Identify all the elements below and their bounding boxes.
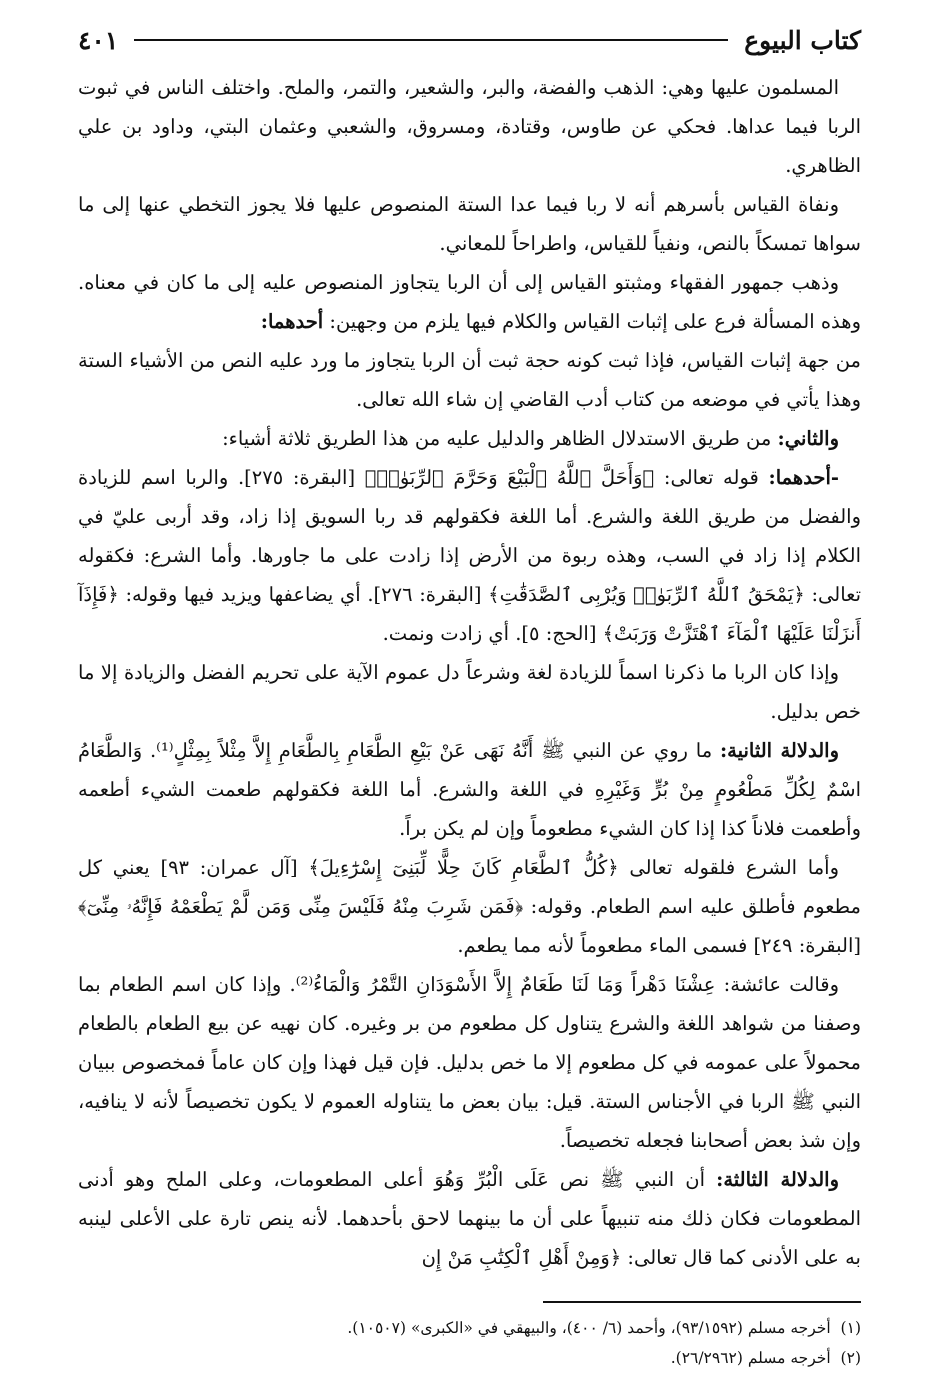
paragraph-text: من طريق الاستدلال الظاهر والدليل عليه من هذا الطريق ثلاثة أشياء: xyxy=(222,427,772,450)
footnote-text: أخرجه مسلم (٩٣/١٥٩٢)، وأحمد (٦/ ٤٠٠)، والبيهقي في «الكبرى» (١٠٥٠٧). xyxy=(347,1319,831,1337)
paragraph-bold-tail: أحدهما: xyxy=(260,310,324,333)
paragraph-11 xyxy=(78,1160,861,1277)
page-header xyxy=(78,18,861,62)
paragraph-8 xyxy=(78,731,861,848)
paragraph-text: المسلمون عليها وهي: الذهب والفضة، والبر، والشعير، والتمر، والملح. واختلف الناس في ثبوت الربا فيما عداها. فحكي عن طاوس، وقتادة، ومسروق، والشعبي وعثمان البتي، وداود بن علي الظاهري. xyxy=(78,76,861,177)
book-page xyxy=(78,18,861,1373)
paragraph-9 xyxy=(78,848,861,965)
footnote-rule xyxy=(543,1301,861,1303)
chapter-title: كتاب البيوع xyxy=(744,25,861,55)
paragraph-text: وإذا كان الربا ما ذكرنا اسماً للزيادة لغة وشرعاً دل عموم الآية على تحريم الفضل والزيادة إلا ما خص بدليل. xyxy=(78,661,861,723)
paragraph-4 xyxy=(78,341,861,419)
footnote-2 xyxy=(78,1343,861,1373)
paragraph-lead: والدلالة الثانية: xyxy=(719,739,840,762)
header-rule xyxy=(134,39,728,41)
paragraph-text: وأما الشرع فلقوله تعالى ﴿كُلُّ ٱلطَّعَامِ كَانَ حِلًّا لِّبَنِىٓ إِسْرَٰٓءِيلَ﴾ [آل عمران: ٩٣] يعني كل مطعوم فأطلق عليه اسم الطعام. وقوله: ﴿فَمَن شَرِبَ مِنْهُ فَلَيْسَ مِنِّى وَمَن لَّمْ يَطْعَمْهُ فَإِنَّهُۥ مِنِّىٓ﴾ [البقرة: ٢٤٩] فسمى الماء مطعوماً لأنه مما يطعم. xyxy=(78,856,861,957)
footnote-number: (١) xyxy=(840,1319,861,1337)
paragraph-lead: والدلالة الثالثة: xyxy=(716,1168,839,1191)
paragraph-1 xyxy=(78,68,861,185)
paragraph-7 xyxy=(78,653,861,731)
paragraph-text: وقالت عائشة: عِشْنَا دَهْراً وَمَا لَنَا طَعَامٌ إِلاَّ الأَسْوَدَانِ التَّمْرُ وَالْمَاءُ⁽²⁾. وإذا كان اسم الطعام بما وصفنا من شواهد اللغة والشرع يتناول كل مطعوم من بر وغيره. كان نهيه عن بيع الطعام بالطعام محمولاً على عمومه في كل مطعوم إلا ما خص بدليل. فإن قيل فهذا وإن كان عاماً فمخصوص ببيان النبي ﷺ الربا في الأجناس الستة. قيل: بيان بعض ما يتناوله العموم لا يكون تخصيصاً لأنه لا ينافيه، وإن شذ بعض أصحابنا فجعله تخصيصاً. xyxy=(78,973,861,1152)
paragraph-text: أن النبي ﷺ نص عَلَى الْبُرِّ وَهُوَ أعلى المطعومات، وعلى الملح وهو أدنى المطعومات فكان ذلك منه تنبيهاً على أن ما بينهما لاحق بأحدهما. لأنه ينص تارة على الأعلى لينبه به على الأدنى كما قال تعالى: ﴿وَمِنْ أَهْلِ ٱلْكِتَٰبِ مَنْ إِن xyxy=(78,1168,861,1269)
paragraph-lead: والثاني: xyxy=(777,427,839,450)
paragraph-text: وذهب جمهور الفقهاء ومثبتو القياس إلى أن الربا يتجاوز المنصوص عليه إلى ما كان في معناه. وهذه المسألة فرع على إثبات القياس والكلام فيها يلزم من وجهين: xyxy=(78,271,861,333)
paragraph-2 xyxy=(78,185,861,263)
main-text xyxy=(78,68,861,1277)
paragraph-3 xyxy=(78,263,861,341)
paragraph-text: من جهة إثبات القياس، فإذا ثبت كونه حجة ثبت أن الربا يتجاوز ما ورد عليه النص من الأشياء الستة وهذا يأتي في موضعه من كتاب أدب القاضي إن شاء الله تعالى. xyxy=(78,349,861,411)
paragraph-10 xyxy=(78,965,861,1160)
footnote-1 xyxy=(78,1313,861,1343)
paragraph-text: قوله تعالى: ﴿وَأَحَلَّ ٱللَّهُ ٱلْبَيْعَ وَحَرَّمَ ٱلرِّبَوٰا۟﴾ [البقرة: ٢٧٥]. والربا اسم للزيادة والفضل من طريق اللغة والشرع. أما اللغة فكقولهم قد ربا السويق إذا زاد، وقد أربى عليّ في الكلام إذا زاد في السب، وهذه ربوة من الأرض إذا زادت على ما جاورها. وأما الشرع: فكقوله تعالى: ﴿يَمْحَقُ ٱللَّهُ ٱلرِّبَوٰا۟ وَيُرْبِى ٱلصَّدَقَٰتِ﴾ [البقرة: ٢٧٦]. أي يضاعفها ويزيد فيها وقوله: ﴿فَإِذَآ أَنزَلْنَا عَلَيْهَا ٱلْمَآءَ ٱهْتَزَّتْ وَرَبَتْ﴾ [الحج: ٥]. أي زادت ونمت. xyxy=(78,466,862,645)
page-number: ٤٠١ xyxy=(78,25,119,55)
paragraph-6 xyxy=(78,458,861,653)
footnote-text: أخرجه مسلم (٢٦/٢٩٦٢). xyxy=(670,1349,831,1367)
footnotes xyxy=(78,1301,861,1373)
footnote-number: (٢) xyxy=(840,1349,861,1367)
paragraph-5 xyxy=(78,419,861,458)
paragraph-lead: -أحدهما: xyxy=(768,466,839,489)
paragraph-text: ما روي عن النبي ﷺ أَنَّهُ نَهَى عَنْ بَيْعِ الطَّعَامِ بِالطَّعَامِ إِلاَّ مِثْلاً بِمِثْلٍ⁽¹⁾. وَالطَّعَامُ اسْمٌ لِكُلِّ مَطْعُومٍ مِنْ بُرٍّ وَغَيْرِهِ في اللغة والشرع. أما اللغة فكقولهم طعمت الشيء أطعمه وأطعمت فلاناً كذا إذا كان الشيء مطعوماً وإن لم يكن براً. xyxy=(78,739,861,840)
paragraph-text: ونفاة القياس بأسرهم أنه لا ربا فيما عدا الستة المنصوص عليها فلا يجوز التخطي عنها إلى ما سواها تمسكاً بالنص، ونفياً للقياس، واطراحاً للمعاني. xyxy=(78,193,861,255)
